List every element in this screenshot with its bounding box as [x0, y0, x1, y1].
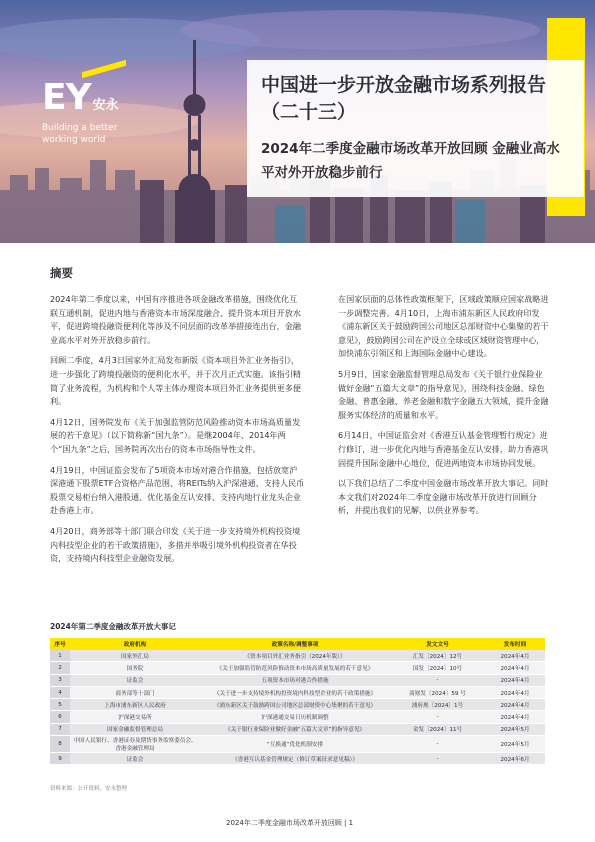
table-cell: 2024年5月 [485, 736, 545, 753]
paragraph: 以下我们总结了二季度中国金融市场改革开放大事记。同时本文我们对2024年二季度金融市场改革开放进行回顾分析，并提出我们的见解，以供业界参考。 [338, 478, 549, 516]
table-cell: - [390, 711, 485, 723]
table-cell: 商务部等十部门 [70, 686, 200, 698]
report-title: 中国进一步开放金融市场系列报告（二十三） [261, 74, 547, 123]
table-cell: 五项资本市场对港合作措施 [200, 674, 390, 686]
table-cell: - [390, 753, 485, 765]
report-subtitle: 2024年二季度金融市场改革开放回顾 金融业高水平对外开放稳步前行 [261, 141, 560, 181]
paragraph: 4月19日，中国证监会发布了5项资本市场对港合作措施，包括放宽沪深港通下股票ETF合资格产品范围、将REITs纳入沪深港通、支持人民币股票交易柜台纳入港股通、优化基金互认安排、支持内地行业龙头企业赴香港上市。 [50, 464, 305, 516]
table-cell: 《关于银行业保险业做好金融“五篇大文章”的指导意见》 [200, 723, 390, 735]
table-row [50, 686, 545, 698]
table-cell: 2024年4月 [485, 662, 545, 674]
table-cell: “互换通”优化机制安排 [200, 736, 390, 753]
table-cell: 2024年4月 [485, 699, 545, 711]
table-cell: 2024年4月 [485, 686, 545, 698]
table-cell: 国务院 [70, 662, 200, 674]
table-cell: 2024年6月 [485, 753, 545, 765]
logo-text: EY [42, 77, 91, 118]
table-cell: 2024年4月 [485, 711, 545, 723]
table-row [50, 736, 545, 753]
table-cell: 7 [50, 723, 70, 735]
paragraph: 4月12日，国务院发布《关于加强监管防范风险推动资本市场高质量发展的若干意见》（以下简称新“国九条”）。是继2004年、2014年两个“国九条”之后，国务院再次出台的资本市场指导性文件。 [50, 416, 301, 454]
table-cell: 6 [50, 711, 70, 723]
table-cell: 《关于进一步支持境外机构投资境内科技型企业的若干政策措施》 [200, 686, 390, 698]
table-cell: 沪深港通交易日历机制调整 [200, 711, 390, 723]
header-cell: 发布时间 [485, 638, 545, 650]
table-cell: 8 [50, 736, 70, 753]
table-cell: 《关于加强监管防范风险推动资本市场高质量发展的若干意见》 [200, 662, 390, 674]
paragraph: 4月20日，商务部等十部门联合印发《关于进一步支持境外机构投资境内科技型企业的若干政策措施》，多措并举吸引境外机构投资者在华投资，支持境内科技型企业融资发展。 [50, 525, 301, 564]
table-row [50, 723, 545, 735]
table-cell: 5 [50, 699, 70, 711]
paragraph: 在国家层面的总体性政策框架下，区域政策顺应国家战略进一步调整完善。4月10日，上海市浦东新区人民政府印发《浦东新区关于鼓励跨国公司地区总部财资中心集聚的若干意见》，鼓励跨国公司在沪设立全球或区域财资管理中心，加快浦东引领区和上海国际金融中心建设。 [338, 294, 549, 359]
table-row [50, 662, 545, 674]
header-cell: 发文文号 [390, 638, 485, 650]
page-footer: 2024年二季度金融市场改革开放回顾 | 1 [226, 819, 354, 827]
logo-tagline: Building a better working world [42, 123, 118, 145]
table-cell: 2 [50, 662, 70, 674]
header-cell: 政策名称/调整事项 [200, 638, 390, 650]
table-cell: 《浦东新区关于鼓励跨国公司地区总部财资中心集聚的若干意见》 [200, 699, 390, 711]
paragraph: 5月9日，国家金融监督管理总局发布《关于银行业保险业做好金融“五篇大文章”的指导意见》，围绕科技金融、绿色金融、普惠金融、养老金融和数字金融五大领域，提升金融服务实体经济的质量和水平。 [338, 368, 549, 420]
table-row [50, 753, 545, 765]
table-cell: 国发〔2024〕10号 [390, 662, 485, 674]
table-cell: - [390, 736, 485, 753]
table-body [50, 650, 545, 765]
table-cell: 证监会 [70, 753, 200, 765]
ey-logo [42, 78, 152, 146]
table-cell: 3 [50, 674, 70, 686]
table-header-row [50, 638, 545, 650]
table-cell: 金发〔2024〕11号 [390, 723, 485, 735]
table-cell: 9 [50, 753, 70, 765]
header-cell: 序号 [50, 638, 70, 650]
table-cell: 2024年4月 [485, 650, 545, 662]
table-cell: 国家金融监督管理总局 [70, 723, 200, 735]
table-title: 2024年第二季度金融改革开放大事记 [50, 622, 176, 631]
table-cell: 2024年4月 [485, 674, 545, 686]
table-cell: 国家外汇局 [70, 650, 200, 662]
table-cell: 浦府规〔2024〕1号 [390, 699, 485, 711]
table-row [50, 711, 545, 723]
table-cell: 证监会 [70, 674, 200, 686]
table-row [50, 674, 545, 686]
paragraph: 回顾二季度，4月3日国家外汇局发布新版《资本项目外汇业务指引》，进一步强化了跨境投融资的便利化水平，并于次月正式实施。该指引精简了业务流程，为机构和个人等主体办理资本项目外汇业务提供更多便利。 [50, 355, 301, 407]
source-note: 资料来源：公开资料，安永整理 [50, 786, 128, 792]
table-row [50, 699, 545, 711]
table-cell: 汇发〔2024〕12号 [390, 650, 485, 662]
table-cell: 1 [50, 650, 70, 662]
table-cell: 2024年5月 [485, 723, 545, 735]
events-table [50, 638, 545, 765]
hero-banner [0, 0, 595, 243]
right-column [338, 293, 550, 525]
table-cell: 中国人民银行、香港证券及期货事务监察委员会、香港金融管理局 [70, 736, 200, 753]
table-row [50, 650, 545, 662]
table-cell: 《香港互认基金管理规定（修订草案征求意见稿）》 [200, 753, 390, 765]
title-box [247, 60, 584, 197]
table-cell: 《资本项目外汇业务指引（2024年版）》 [200, 650, 390, 662]
header-cell: 政府机构 [70, 638, 200, 650]
paragraph: 6月14日，中国证监会对《香港互认基金管理暂行规定》进行修订，进一步优化内地与香港基金互认安排，助力香港巩固提升国际金融中心地位，促进两地资本市场协同发展。 [338, 430, 549, 468]
table-cell: 商财发〔2024〕59 号 [390, 686, 485, 698]
table-cell: 4 [50, 686, 70, 698]
table-cell: 沪深港交易所 [70, 711, 200, 723]
paragraph: 2024年第二季度以来，中国有序推进各项金融改革措施，围绕优化互联互通机制，促进内地与香港资本市场深度融合、提升资本项目开放水平，促进跨境投融资便利化等涉及不同层面的改革举措接连出台，金融业高水平对外开放稳步前行。 [50, 294, 301, 345]
table-cell: - [390, 674, 485, 686]
table-cell: 上海市浦东新区人民政府 [70, 699, 200, 711]
left-column [50, 293, 305, 573]
logo-cn-text: 安永 [92, 98, 119, 113]
summary-heading: 摘要 [50, 266, 73, 280]
